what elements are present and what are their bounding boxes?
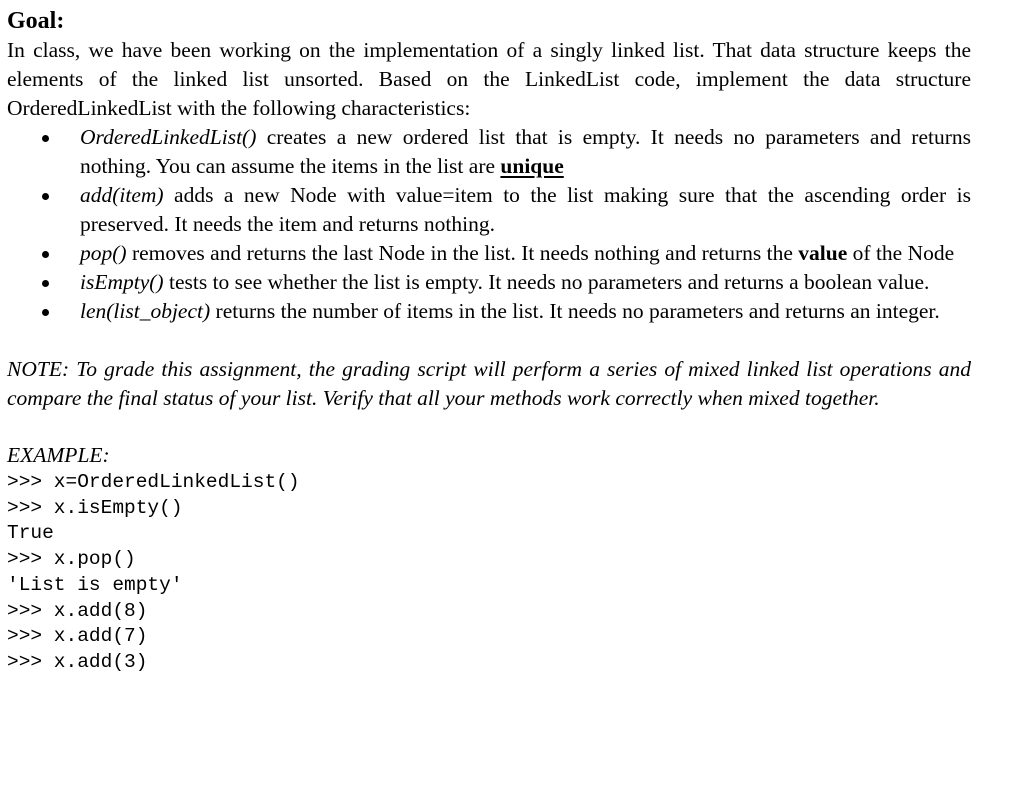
method-description: adds a new Node with value=item to the list making sure that the ascending order is preserved. It needs the item and returns nothing. xyxy=(80,183,971,236)
emphasis-text: unique xyxy=(500,154,564,178)
method-name: len(list_object) xyxy=(80,299,211,323)
list-item xyxy=(7,239,971,268)
bullet-icon xyxy=(42,309,49,316)
goal-heading: Goal: xyxy=(7,8,65,34)
list-item xyxy=(7,268,971,297)
code-line: True xyxy=(7,522,54,545)
emphasis-text: value xyxy=(798,241,848,265)
code-line: >>> x.add(7) xyxy=(7,625,148,648)
method-name: isEmpty() xyxy=(80,270,164,294)
method-description: creates a new ordered list that is empty. It needs no parameters and returns nothing. You can assume the items in the list are xyxy=(80,125,971,178)
code-line: >>> x.isEmpty() xyxy=(7,496,183,519)
spacer xyxy=(7,413,971,441)
method-description: returns the number of items in the list. It needs no parameters and returns an integer. xyxy=(210,299,940,323)
intro-paragraph: In class, we have been working on the implementation of a singly linked list. That data structure keeps the elements of the linked list unsorted. Based on the LinkedList code, implement the data structure OrderedLinkedList with the following characteristics: xyxy=(7,38,971,120)
bullet-icon xyxy=(42,280,49,287)
method-list xyxy=(7,123,971,326)
bullet-icon xyxy=(42,135,49,142)
code-example xyxy=(7,470,971,676)
code-line: >>> x.add(8) xyxy=(7,599,148,622)
code-line: >>> x=OrderedLinkedList() xyxy=(7,471,300,493)
code-line: >>> x.pop() xyxy=(7,548,136,571)
document xyxy=(7,6,971,676)
code-line: >>> x.add(3) xyxy=(7,650,148,673)
example-label: EXAMPLE: xyxy=(7,443,110,467)
bullet-icon xyxy=(42,193,49,200)
list-item xyxy=(7,181,971,239)
method-description: removes and returns the last Node in the list. It needs nothing and returns the xyxy=(126,241,799,265)
list-item xyxy=(7,123,971,181)
spacer xyxy=(7,326,971,355)
code-line: 'List is empty' xyxy=(7,573,183,596)
method-name: OrderedLinkedList() xyxy=(80,125,257,149)
note-paragraph: NOTE: To grade this assignment, the grading script will perform a series of mixed linked list operations and compare the final status of your list. Verify that all your methods work correctly when mixed together. xyxy=(7,357,971,410)
bullet-icon xyxy=(42,251,49,258)
method-description: tests to see whether the list is empty. It needs no parameters and returns a boolean value. xyxy=(163,270,930,294)
method-description-tail: of the Node xyxy=(847,241,955,265)
list-item xyxy=(7,297,971,326)
method-name: pop() xyxy=(80,241,127,265)
method-name: add(item) xyxy=(80,183,164,207)
